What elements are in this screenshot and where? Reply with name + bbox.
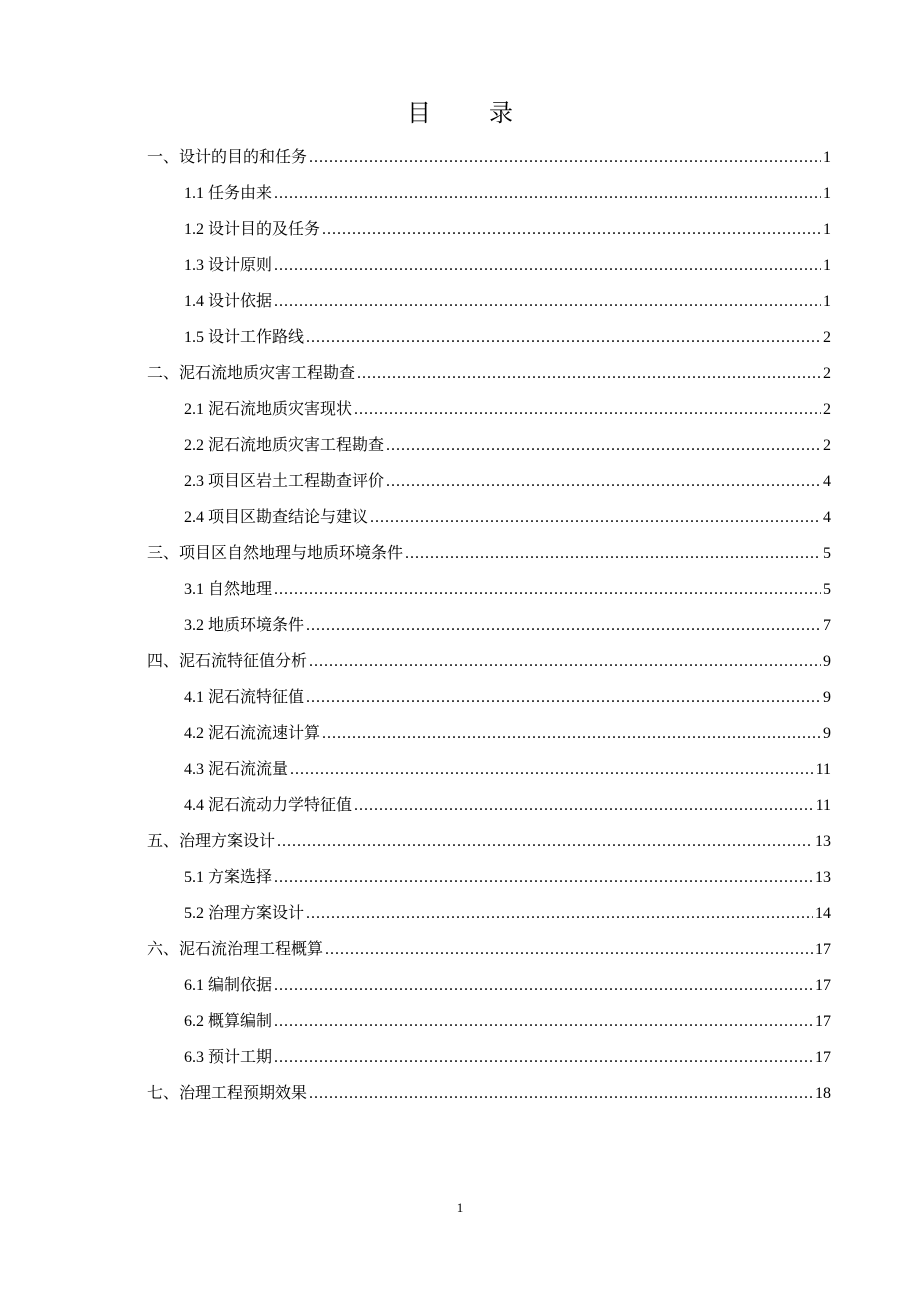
toc-dot-leader [274,1040,813,1076]
toc-entry-label: 2.1 泥石流地质灾害现状 [184,401,353,418]
toc-section-entry[interactable] [147,572,831,608]
toc-section-entry[interactable] [147,896,831,932]
toc-entry-label: 5.2 治理方案设计 [184,905,305,922]
toc-dot-leader [274,860,813,896]
toc-section-entry[interactable] [147,1040,831,1076]
toc-entry-page: 2 [823,401,831,418]
toc-entry-label: 四、泥石流特征值分析 [147,653,308,670]
toc-dot-leader [309,644,821,680]
toc-entry-page: 2 [823,365,831,382]
toc-entry-page: 5 [823,581,831,598]
toc-dot-leader [405,536,821,572]
toc-section-entry[interactable] [147,860,831,896]
toc-dot-leader [357,356,821,392]
page-number: 1 [456,1200,464,1215]
toc-section-entry[interactable] [147,176,831,212]
toc-entry-label: 1.1 任务由来 [184,185,273,202]
toc-dot-leader [309,1076,813,1112]
toc-dot-leader [354,788,814,824]
toc-chapter-entry[interactable] [147,536,831,572]
toc-entry-page: 1 [823,257,831,274]
toc-dot-leader [386,428,821,464]
toc-section-entry[interactable] [147,608,831,644]
toc-section-entry[interactable] [147,716,831,752]
toc-dot-leader [370,500,821,536]
toc-entry-page: 9 [823,689,831,706]
toc-entry-page: 11 [815,797,831,814]
toc-section-entry[interactable] [147,392,831,428]
toc-entry-label: 3.1 自然地理 [184,581,273,598]
toc-entry-label: 1.3 设计原则 [184,257,273,274]
toc-entry-page: 9 [823,725,831,742]
toc-entry-label: 2.3 项目区岩土工程勘查评价 [184,473,385,490]
toc-dot-leader [306,680,821,716]
toc-entry-label: 三、项目区自然地理与地质环境条件 [147,545,404,562]
toc-entry-page: 1 [823,293,831,310]
toc-entry-label: 六、泥石流治理工程概算 [147,941,324,958]
toc-chapter-entry[interactable] [147,140,831,176]
toc-dot-leader [354,392,821,428]
toc-dot-leader [309,140,821,176]
toc-section-entry[interactable] [147,428,831,464]
toc-dot-leader [306,896,813,932]
toc-dot-leader [386,464,821,500]
toc-entry-page: 1 [823,149,831,166]
toc-section-entry[interactable] [147,680,831,716]
toc-section-entry[interactable] [147,248,831,284]
toc-dot-leader [274,284,821,320]
toc-section-entry[interactable] [147,752,831,788]
toc-entry-page: 4 [823,509,831,526]
toc-entry-label: 6.3 预计工期 [184,1049,273,1066]
toc-dot-leader [322,716,821,752]
toc-dot-leader [274,572,821,608]
toc-entry-label: 2.4 项目区勘查结论与建议 [184,509,369,526]
toc-entry-label: 二、泥石流地质灾害工程勘查 [147,365,356,382]
toc-entry-label: 五、治理方案设计 [147,833,276,850]
toc-dot-leader [322,212,821,248]
toc-dot-leader [274,968,813,1004]
toc-entry-page: 2 [823,329,831,346]
toc-entry-page: 17 [815,1049,831,1066]
toc-entry-page: 1 [823,185,831,202]
toc-dot-leader [306,320,821,356]
toc-dot-leader [306,608,821,644]
toc-entry-label: 2.2 泥石流地质灾害工程勘查 [184,437,385,454]
toc-chapter-entry[interactable] [147,1076,831,1112]
toc-title: 目 录 [407,101,539,127]
toc-entry-page: 4 [823,473,831,490]
toc-section-entry[interactable] [147,464,831,500]
toc-dot-leader [274,248,821,284]
toc-entry-page: 9 [823,653,831,670]
toc-section-entry[interactable] [147,284,831,320]
toc-entry-page: 7 [823,617,831,634]
toc-chapter-entry[interactable] [147,644,831,680]
toc-entry-label: 1.5 设计工作路线 [184,329,305,346]
toc-entry-label: 4.3 泥石流流量 [184,761,289,778]
toc-entry-page: 1 [823,221,831,238]
toc-dot-leader [290,752,814,788]
toc-entry-label: 七、治理工程预期效果 [147,1085,308,1102]
toc-section-entry[interactable] [147,500,831,536]
toc-chapter-entry[interactable] [147,824,831,860]
toc-entry-page: 13 [815,833,831,850]
toc-entry-page: 11 [815,761,831,778]
toc-dot-leader [277,824,813,860]
toc-section-entry[interactable] [147,968,831,1004]
toc-entry-label: 6.2 概算编制 [184,1013,273,1030]
toc-chapter-entry[interactable] [147,932,831,968]
toc-dot-leader [274,176,821,212]
toc-entry-page: 17 [815,1013,831,1030]
toc-entry-page: 2 [823,437,831,454]
toc-entry-label: 4.1 泥石流特征值 [184,689,305,706]
toc-entry-page: 17 [815,977,831,994]
toc-entry-label: 5.1 方案选择 [184,869,273,886]
toc-entry-label: 4.2 泥石流流速计算 [184,725,321,742]
toc-list [147,140,831,1112]
toc-entry-page: 5 [823,545,831,562]
toc-section-entry[interactable] [147,1004,831,1040]
toc-entry-page: 18 [815,1085,831,1102]
toc-chapter-entry[interactable] [147,356,831,392]
toc-dot-leader [274,1004,813,1040]
toc-entry-label: 6.1 编制依据 [184,977,273,994]
toc-entry-label: 1.2 设计目的及任务 [184,221,321,238]
toc-entry-page: 14 [815,905,831,922]
toc-section-entry[interactable] [147,212,831,248]
toc-entry-label: 一、设计的目的和任务 [147,149,308,166]
toc-dot-leader [325,932,813,968]
toc-entry-page: 17 [815,941,831,958]
toc-entry-label: 3.2 地质环境条件 [184,617,305,634]
toc-section-entry[interactable] [147,320,831,356]
toc-entry-label: 4.4 泥石流动力学特征值 [184,797,353,814]
toc-entry-page: 13 [815,869,831,886]
toc-section-entry[interactable] [147,788,831,824]
toc-entry-label: 1.4 设计依据 [184,293,273,310]
